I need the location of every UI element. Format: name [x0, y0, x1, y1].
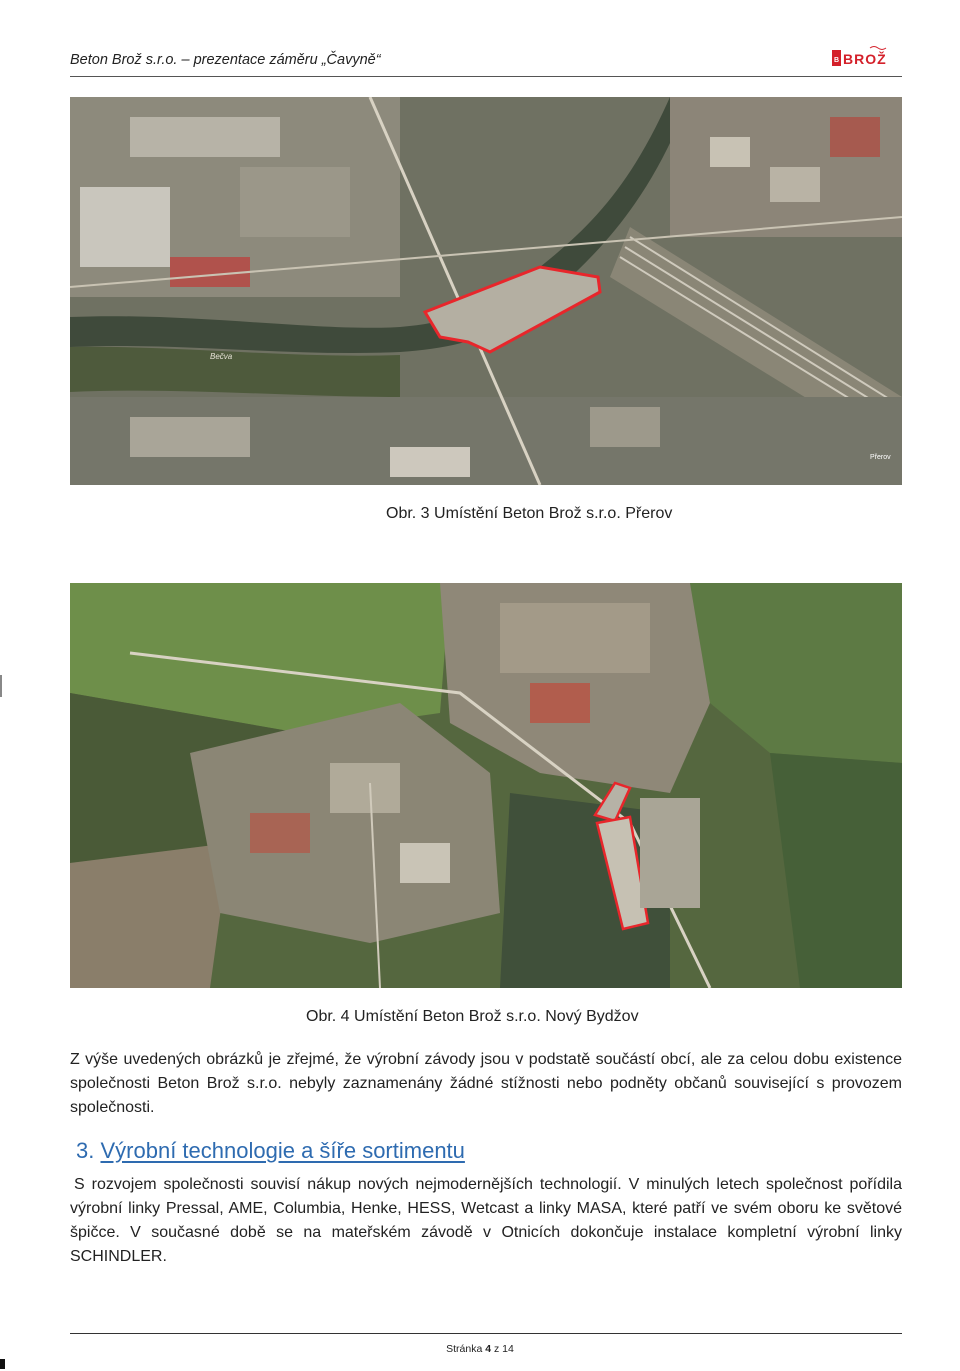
section-number: 3. — [76, 1138, 95, 1163]
footer-prefix: Stránka — [446, 1343, 483, 1355]
section-body: S rozvojem společnosti souvisí nákup nových nejmodernějších technologií. V minulých letech společnost pořídila výrobní linky Pressal, AME, Columbia, Henke, HESS, Wetcast a linky MASA, které patří ve svém oboru ke světové špičce. V současné době se na mateřském závodě v Otnicích dokončuje instalace kompletní výrobní linky SCHINDLER. — [70, 1176, 902, 1265]
section-title: Výrobní technologie a šíře sortimentu — [100, 1138, 465, 1163]
footer-total-pages: 14 — [502, 1343, 514, 1355]
scan-margin-mark — [0, 675, 2, 697]
scan-edge-mark — [0, 1359, 5, 1369]
footer-divider — [70, 1333, 902, 1334]
aerial-map-novy-bydzov — [70, 583, 902, 988]
page-footer — [0, 1343, 960, 1355]
svg-text:B: B — [834, 57, 840, 64]
section-heading — [76, 1138, 465, 1164]
figure-4-caption: Obr. 4 Umístění Beton Brož s.r.o. Nový Bydžov — [306, 1008, 639, 1025]
intro-paragraph: Z výše uvedených obrázků je zřejmé, že výrobní závody jsou v podstatě součástí obcí, ale za celou dobu existence společnosti Beton Brož s.r.o. nebyly zaznamenány žádné stížnosti nebo podněty občanů související s provozem společnosti. — [70, 1051, 902, 1116]
aerial-map-prerov — [70, 97, 902, 485]
footer-page-number: 4 — [485, 1343, 492, 1355]
footer-of: z — [494, 1343, 500, 1355]
document-header-title: Beton Brož s.r.o. – prezentace záměru „Čavyně“ — [70, 52, 381, 68]
company-logo — [830, 44, 900, 70]
logo-wordmark: BROŽ — [843, 51, 887, 67]
figure-3-caption: Obr. 3 Umístění Beton Brož s.r.o. Přerov — [386, 505, 673, 522]
map-label-prerov: Přerov — [870, 454, 891, 461]
header-divider — [70, 76, 902, 77]
map-label-becva: Bečva — [210, 352, 233, 361]
